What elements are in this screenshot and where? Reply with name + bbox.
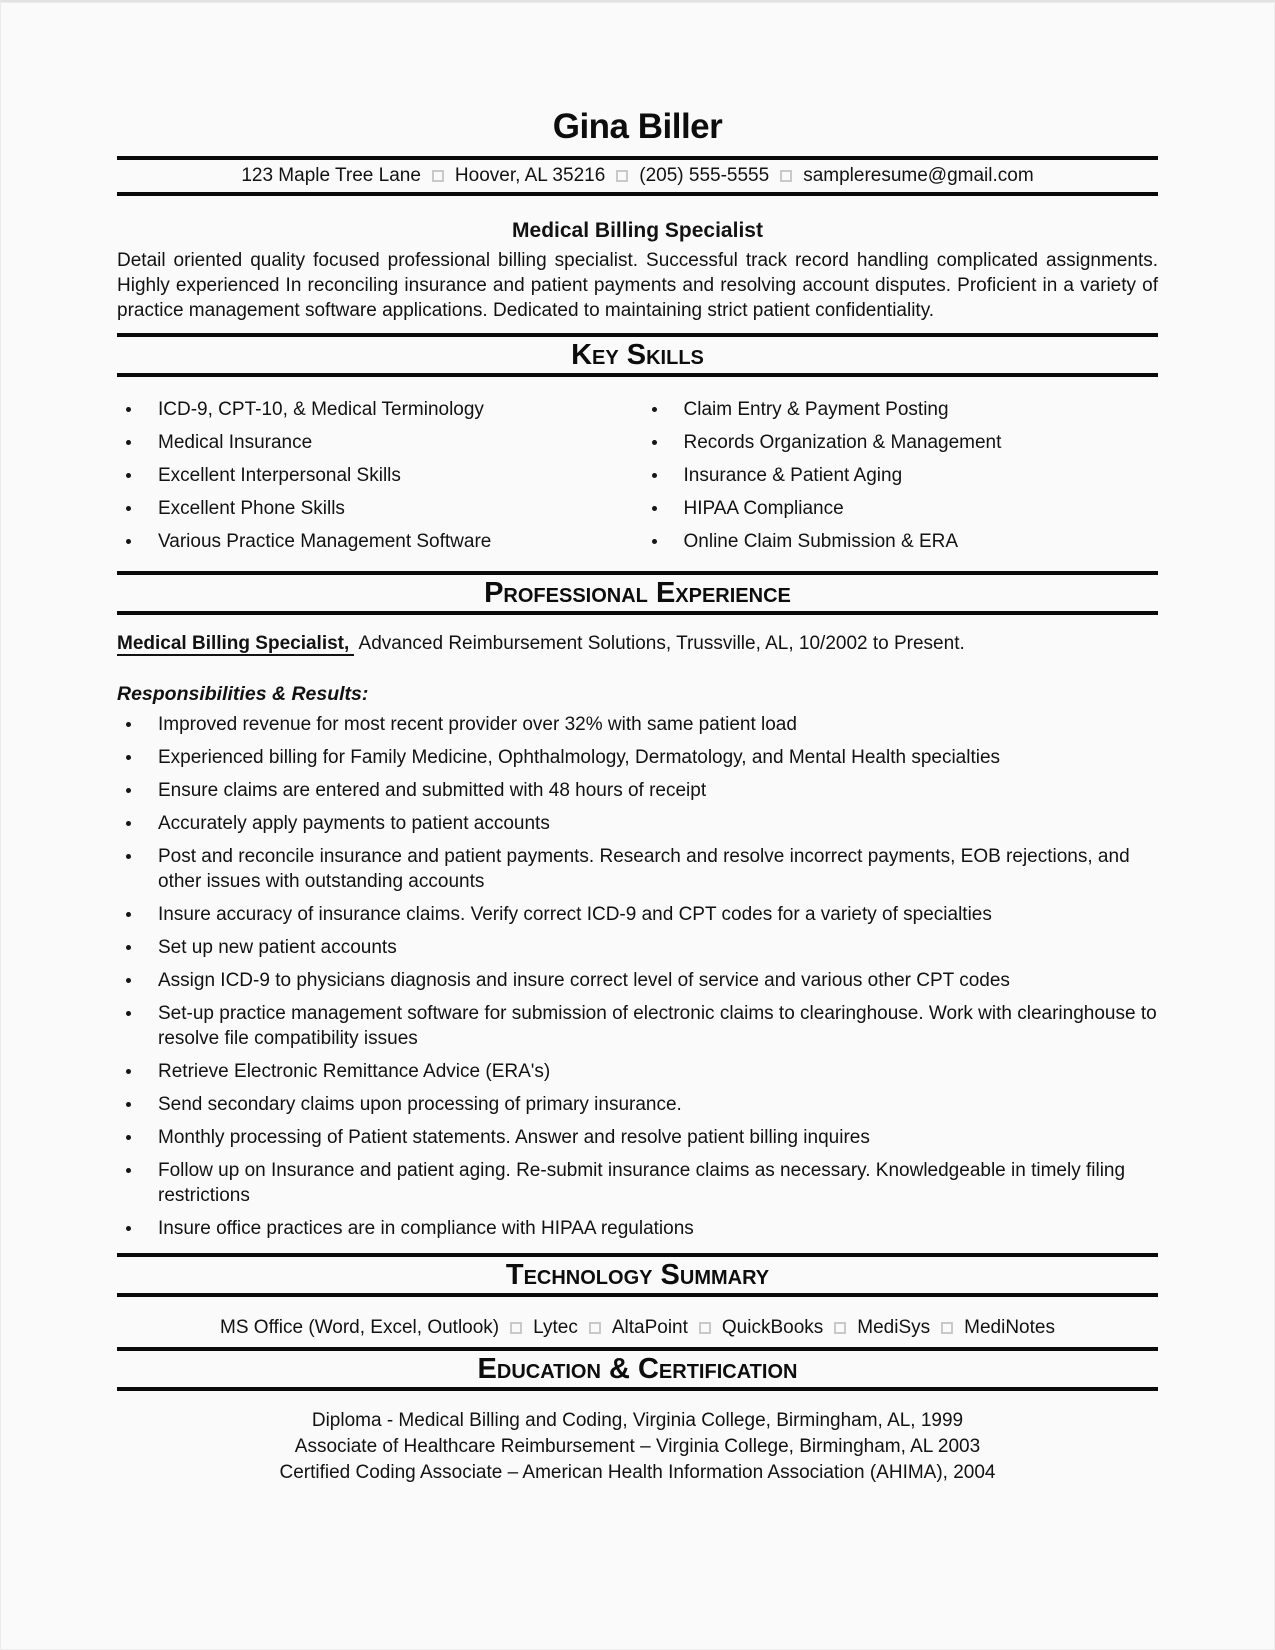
experience-bullet — [117, 1125, 1158, 1150]
key-skills-grid — [117, 397, 1158, 562]
document-title: Medical Billing Specialist — [512, 219, 763, 242]
experience-bullet-text: Improved revenue for most recent provider over 32% with same patient load — [158, 714, 797, 735]
section-title-education-certification: Education & Certification — [477, 1353, 798, 1385]
bullet-icon — [126, 755, 131, 760]
section-rule — [117, 1293, 1158, 1297]
separator-box-icon — [510, 1322, 522, 1334]
section-header-education-certification — [117, 1347, 1158, 1391]
bullet-icon — [126, 1102, 131, 1107]
section-header-technology-summary — [117, 1253, 1158, 1297]
bullet-icon — [126, 722, 131, 727]
bullet-icon — [126, 506, 131, 511]
experience-bullet-text: Set-up practice management software for submission of electronic claims to clearinghouse. Work with clearinghouse to resolve file compatibility issues — [158, 1003, 1157, 1049]
separator-box-icon — [589, 1322, 601, 1334]
skill-label: Online Claim Submission & ERA — [683, 531, 959, 552]
section-rule — [117, 611, 1158, 615]
bullet-icon — [126, 473, 131, 478]
technology-row — [117, 1315, 1158, 1340]
experience-bullet-text: Ensure claims are entered and submitted with 48 hours of receipt — [158, 780, 707, 801]
experience-bullet-text: Insure accuracy of insurance claims. Verify correct ICD-9 and CPT codes for a variety of specialties — [158, 904, 992, 925]
experience-bullet — [117, 844, 1158, 894]
experience-bullet-text: Assign ICD-9 to physicians diagnosis and insure correct level of service and various other CPT codes — [158, 970, 1010, 991]
key-skills-right-column — [638, 397, 1159, 562]
contact-row — [117, 160, 1158, 192]
experience-bullet — [117, 902, 1158, 927]
section-header-key-skills — [117, 333, 1158, 377]
section-title-professional-experience: Professional Experience — [484, 577, 791, 609]
contact-city-state-zip: Hoover, AL 35216 — [454, 165, 606, 186]
bullet-icon — [126, 440, 131, 445]
skill-label: Claim Entry & Payment Posting — [683, 399, 949, 420]
responsibilities-heading: Responsibilities & Results: — [117, 683, 369, 705]
skill-item — [117, 529, 638, 554]
technology-item: Lytec — [533, 1317, 578, 1338]
skill-label: Excellent Interpersonal Skills — [158, 465, 401, 486]
separator-box-icon — [834, 1322, 846, 1334]
section-rule — [117, 333, 1158, 337]
skill-label: Excellent Phone Skills — [158, 498, 345, 519]
bullet-icon — [126, 821, 131, 826]
experience-bullet-list — [117, 712, 1158, 1241]
skill-item — [117, 463, 638, 488]
section-title-technology-summary: Technology Summary — [505, 1259, 770, 1291]
section-rule — [117, 373, 1158, 377]
technology-item: QuickBooks — [721, 1317, 824, 1338]
section-rule — [117, 571, 1158, 575]
experience-bullet — [117, 712, 1158, 737]
skill-label: Records Organization & Management — [683, 432, 1002, 453]
skill-label: Various Practice Management Software — [158, 531, 492, 552]
experience-bullet-text: Insure office practices are in compliance with HIPAA regulations — [158, 1218, 694, 1239]
contact-address: 123 Maple Tree Lane — [241, 165, 421, 186]
education-line: Certified Coding Associate – American Health Information Association (AHIMA), 2004 — [279, 1462, 996, 1483]
experience-bullet-text: Follow up on Insurance and patient aging. Re-submit insurance claims as necessary. Knowledgeable in timely filing restrictions — [158, 1160, 1126, 1206]
bullet-icon — [126, 1226, 131, 1231]
bullet-icon — [126, 854, 131, 859]
education-block — [117, 1408, 1158, 1486]
technology-item: AltaPoint — [611, 1317, 688, 1338]
resume-content — [0, 2, 1275, 1486]
bullet-icon — [126, 788, 131, 793]
bullet-icon — [652, 473, 657, 478]
job-details: Advanced Reimbursement Solutions, Trussville, AL, 10/2002 to Present. — [354, 633, 965, 654]
experience-bullet-text: Monthly processing of Patient statements. Answer and resolve patient billing inquires — [158, 1127, 870, 1148]
bullet-icon — [126, 1069, 131, 1074]
education-line: Associate of Healthcare Reimbursement – Virginia College, Birmingham, AL 2003 — [294, 1436, 981, 1457]
technology-item: MediNotes — [964, 1317, 1055, 1338]
experience-bullet-text: Experienced billing for Family Medicine, Ophthalmology, Dermatology, and Mental Health specialties — [158, 747, 1001, 768]
experience-bullet-text: Send secondary claims upon processing of primary insurance. — [158, 1094, 682, 1115]
contact-phone: (205) 555-5555 — [639, 165, 770, 186]
technology-item: MS Office (Word, Excel, Outlook) — [220, 1317, 500, 1338]
experience-bullet — [117, 968, 1158, 993]
skill-item — [117, 397, 638, 422]
experience-bullet — [117, 1092, 1158, 1117]
separator-box-icon — [699, 1322, 711, 1334]
separator-box-icon — [780, 170, 792, 182]
experience-bullet-text: Accurately apply payments to patient accounts — [158, 813, 550, 834]
experience-bullet — [117, 1001, 1158, 1051]
experience-bullet — [117, 1059, 1158, 1084]
contact-email: sampleresume@gmail.com — [803, 165, 1034, 186]
bullet-icon — [652, 440, 657, 445]
experience-bullet — [117, 811, 1158, 836]
experience-bullet-text: Post and reconcile insurance and patient payments. Research and resolve incorrect payments, EOB rejections, and other issues with outstanding accounts — [158, 846, 1130, 892]
bullet-icon — [126, 945, 131, 950]
skill-label: HIPAA Compliance — [683, 498, 844, 519]
skill-item — [638, 397, 1159, 422]
skill-label: ICD-9, CPT-10, & Medical Terminology — [158, 399, 484, 420]
experience-bullet — [117, 745, 1158, 770]
bullet-icon — [652, 506, 657, 511]
section-title-key-skills: Key Skills — [571, 339, 704, 371]
experience-bullet — [117, 935, 1158, 960]
experience-bullet — [117, 1158, 1158, 1208]
header-rule-bottom — [117, 192, 1158, 196]
bullet-icon — [126, 912, 131, 917]
summary-paragraph: Detail oriented quality focused professional billing specialist. Successful track record handling complicated assignments. Highly experienced In reconciling insurance and patient payments and resolving account disputes. Proficient in a variety of practice management software applications. Dedicated to maintaining strict patient confidentiality. — [117, 250, 1158, 321]
skill-label: Medical Insurance — [158, 432, 313, 453]
bullet-icon — [126, 1168, 131, 1173]
experience-bullet — [117, 1216, 1158, 1241]
skill-item — [638, 430, 1159, 455]
skill-item — [638, 529, 1159, 554]
experience-bullet-text: Set up new patient accounts — [158, 937, 397, 958]
skill-item — [638, 463, 1159, 488]
experience-bullet — [117, 778, 1158, 803]
section-rule — [117, 1387, 1158, 1391]
separator-box-icon — [432, 170, 444, 182]
bullet-icon — [126, 1011, 131, 1016]
bullet-icon — [126, 539, 131, 544]
bullet-icon — [652, 407, 657, 412]
bullet-icon — [126, 978, 131, 983]
key-skills-left-column — [117, 397, 638, 562]
job-title: Medical Billing Specialist, — [117, 633, 354, 656]
job-line — [117, 631, 1158, 656]
skill-item — [117, 496, 638, 521]
section-rule — [117, 1253, 1158, 1257]
technology-item: MediSys — [857, 1317, 931, 1338]
section-rule — [117, 1347, 1158, 1351]
bullet-icon — [126, 1135, 131, 1140]
skill-item — [117, 430, 638, 455]
section-header-professional-experience — [117, 571, 1158, 615]
skill-label: Insurance & Patient Aging — [683, 465, 903, 486]
bullet-icon — [126, 407, 131, 412]
skill-item — [638, 496, 1159, 521]
bullet-icon — [652, 539, 657, 544]
education-line: Diploma - Medical Billing and Coding, Virginia College, Birmingham, AL, 1999 — [311, 1410, 964, 1431]
experience-bullet-text: Retrieve Electronic Remittance Advice (ERA's) — [158, 1061, 551, 1082]
separator-box-icon — [941, 1322, 953, 1334]
separator-box-icon — [616, 170, 628, 182]
person-name: Gina Biller — [552, 107, 723, 146]
